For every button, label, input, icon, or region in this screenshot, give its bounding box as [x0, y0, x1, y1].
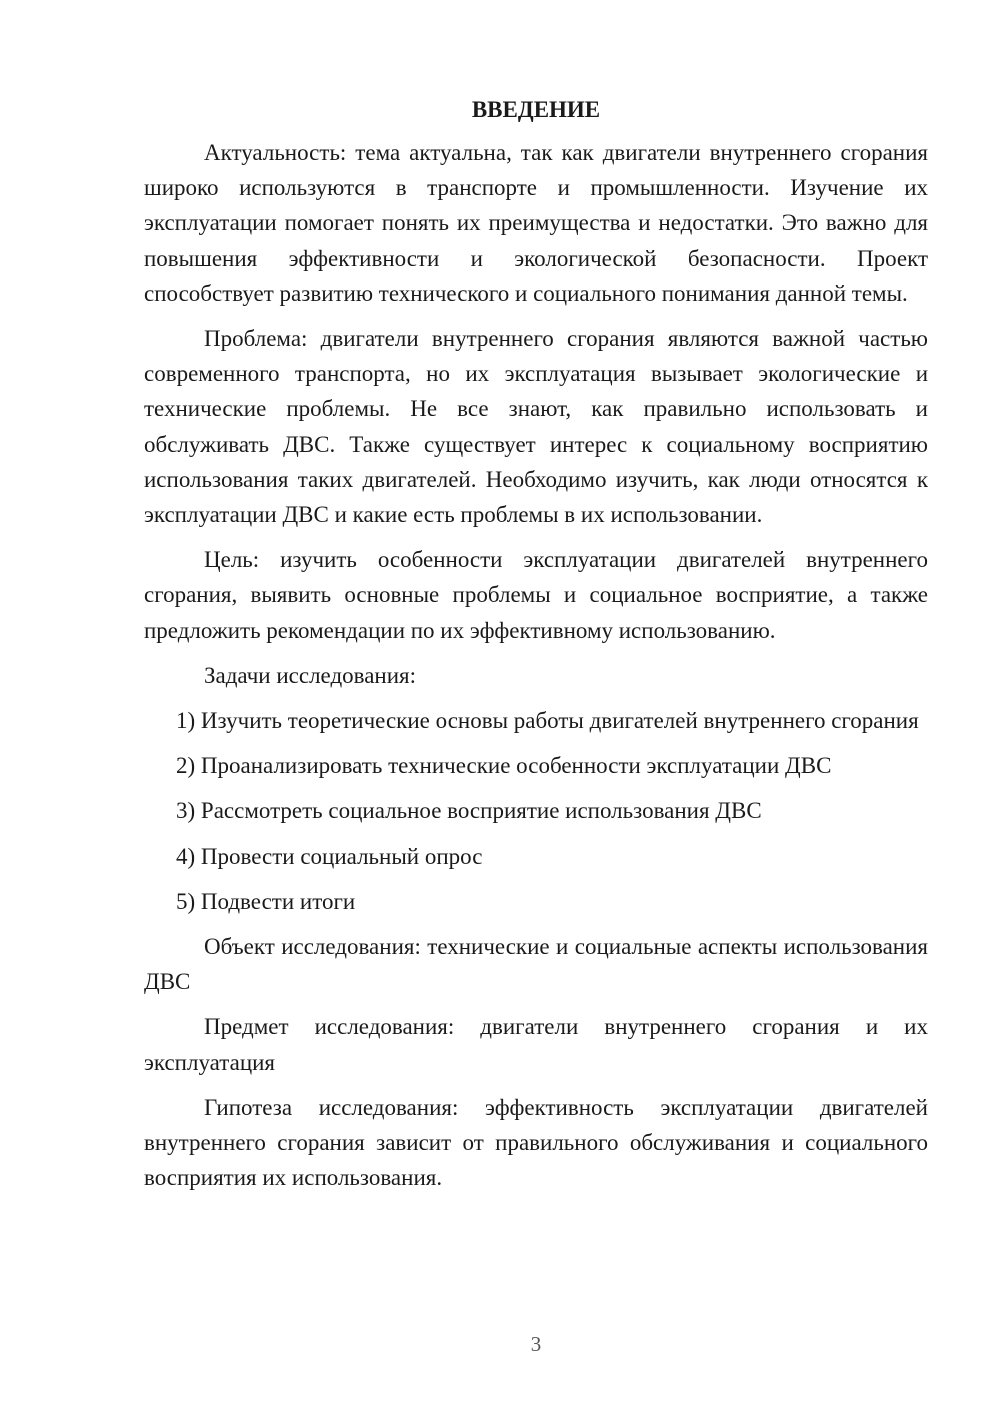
relevance-paragraph: Актуальность: тема актуальна, так как двигатели внутреннего сгорания широко используются в транспорте и промышленности. Изучение их эксплуатации помогает понять их преимущества и недостатки. Это важно для повышения эффективности и экологической безопасности. Проект способствует развитию технического и социального понимания данной темы. — [144, 140, 928, 306]
hypothesis-paragraph: Гипотеза исследования: эффективность эксплуатации двигателей внутреннего сгорания зависит от правильного обслуживания и социального восприятия их использования. — [144, 1094, 928, 1191]
tasks-list — [144, 703, 928, 919]
object-paragraph: Объект исследования: технические и социальные аспекты использования ДВС — [144, 934, 928, 995]
document-page — [144, 92, 928, 1205]
page-number: 3 — [530, 1332, 542, 1356]
problem-paragraph: Проблема: двигатели внутреннего сгорания являются важной частью современного транспорта, но их эксплуатация вызывает экологические и технические проблемы. Не все знают, как правильно использовать и обслуживать ДВС. Также существует интерес к социальному восприятию использования таких двигателей. Необходимо изучить, как люди относятся к эксплуатации ДВС и какие есть проблемы в их использовании. — [144, 326, 928, 528]
task-item: 4) Провести социальный опрос — [176, 843, 483, 869]
tasks-heading: Задачи исследования: — [204, 662, 417, 688]
subject-paragraph: Предмет исследования: двигатели внутреннего сгорания и их эксплуатация — [144, 1014, 928, 1075]
task-item: 3) Рассмотреть социальное восприятие использования ДВС — [176, 798, 762, 824]
goal-paragraph: Цель: изучить особенности эксплуатации двигателей внутреннего сгорания, выявить основные проблемы и социальное восприятие, а также предложить рекомендации по их эффективному использованию. — [144, 547, 928, 643]
task-item: 5) Подвести итоги — [176, 888, 356, 914]
task-item: 2) Проанализировать технические особенности эксплуатации ДВС — [176, 753, 832, 779]
page-title: ВВЕДЕНИЕ — [471, 97, 601, 122]
task-item: 1) Изучить теоретические основы работы двигателей внутреннего сгорания — [176, 708, 919, 734]
